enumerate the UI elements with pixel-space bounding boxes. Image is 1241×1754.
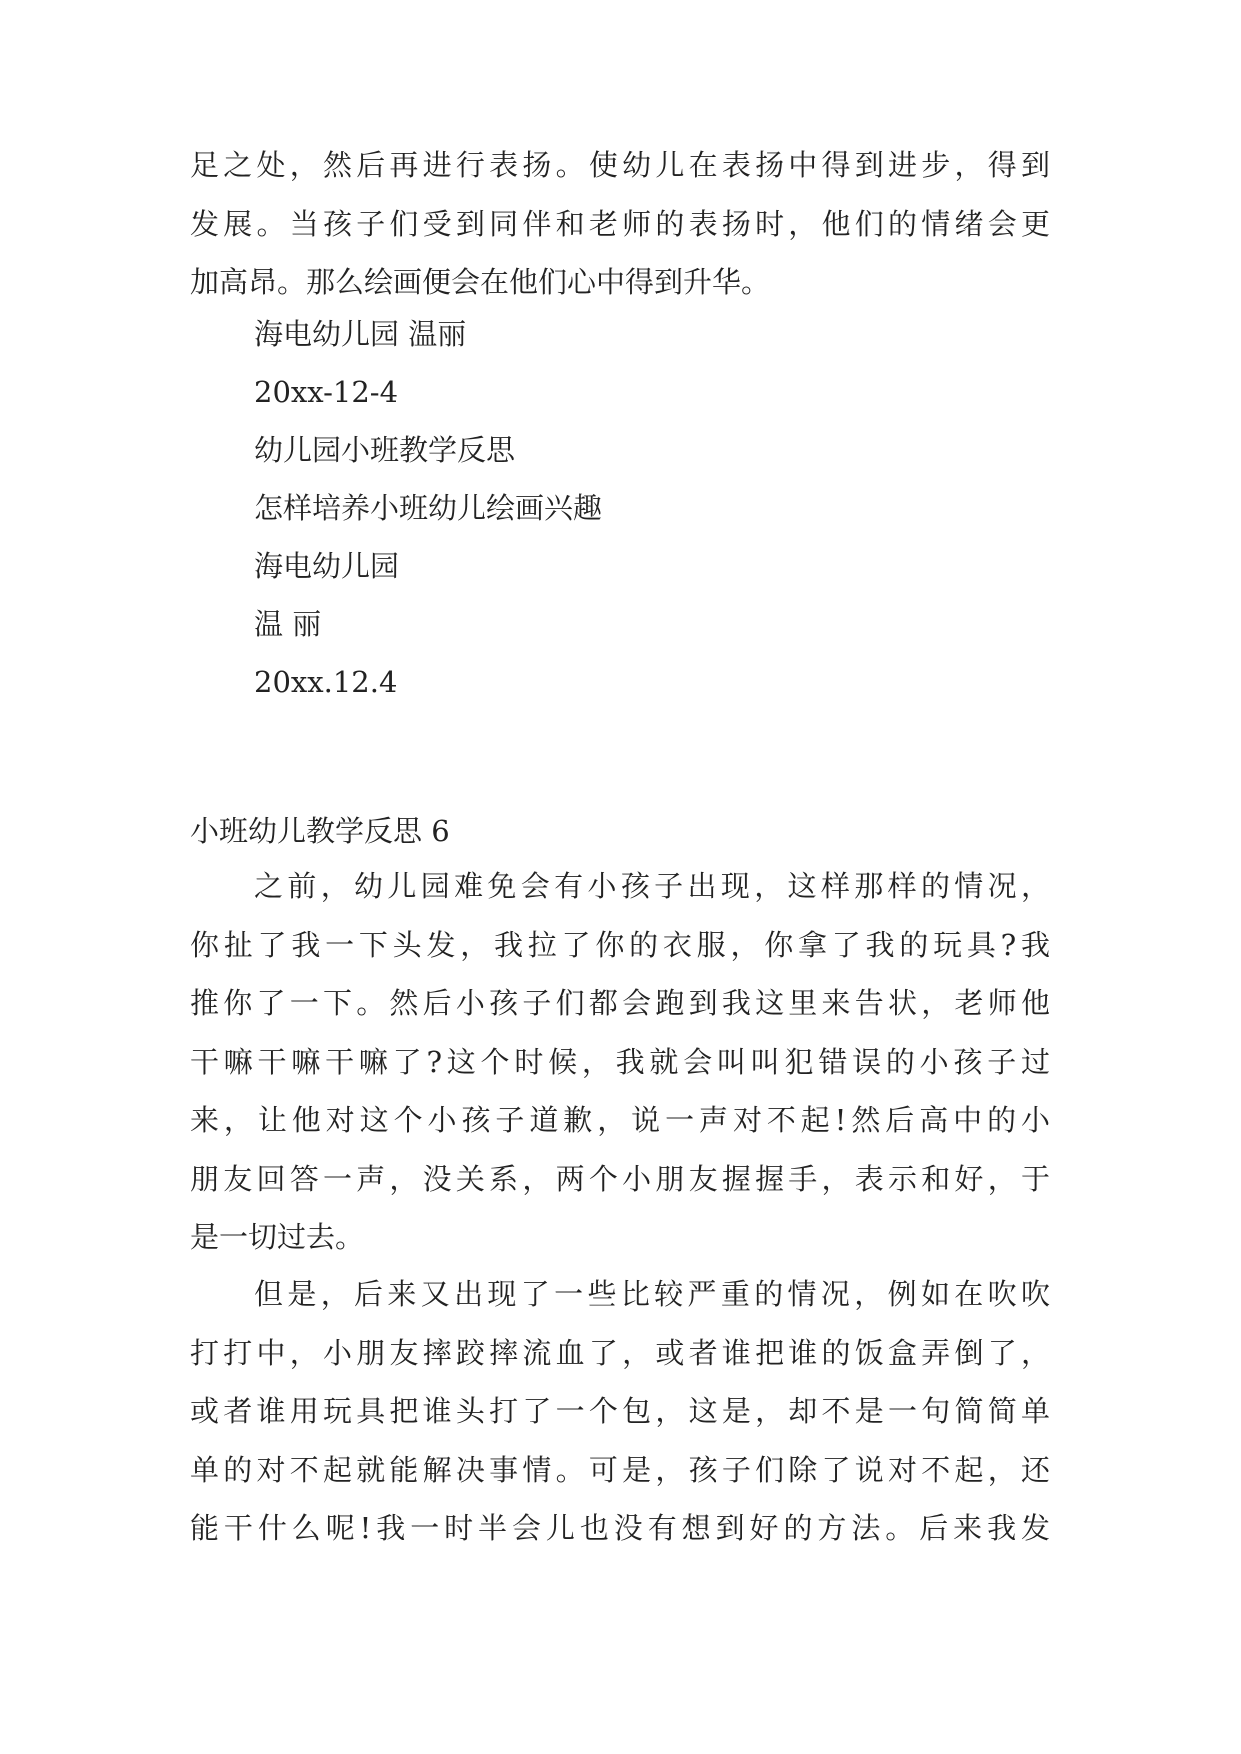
text-line: 或者谁用玩具把谁头打了一个包，这是，却不是一句简简单	[190, 1394, 1050, 1428]
signoff-block	[254, 305, 602, 711]
paragraph-2	[190, 1265, 1050, 1558]
paragraph-continuation	[190, 136, 1050, 312]
date: 20xx.12.4	[254, 665, 398, 699]
date-line: 20xx-12-4	[254, 375, 399, 409]
text-line: 足之处，然后再进行表扬。使幼儿在表扬中得到进步，得到	[190, 148, 1050, 182]
paragraph-1	[190, 857, 1050, 1267]
text-line: 发展。当孩子们受到同伴和老师的表扬时，他们的情绪会更	[190, 206, 1050, 241]
doc-subtitle: 怎样培养小班幼儿绘画兴趣	[254, 491, 603, 525]
text-line: 你扯了我一下头发，我拉了你的衣服，你拿了我的玩具?我	[190, 927, 1050, 962]
text-line: 能干什么呢!我一时半会儿也没有想到好的方法。后来我发	[190, 1511, 1050, 1545]
text-line: 单的对不起就能解决事情。可是，孩子们除了说对不起，还	[190, 1452, 1050, 1487]
text-line: 来，让他对这个小孩子道歉，说一声对不起!然后高中的小	[190, 1103, 1050, 1137]
author-name: 温 丽	[254, 607, 322, 641]
text-line: 打打中，小朋友摔跤摔流血了，或者谁把谁的饭盒弄倒了，	[190, 1335, 1050, 1370]
doc-title: 幼儿园小班教学反思	[254, 433, 516, 467]
text-line: 推你了一下。然后小孩子们都会跑到我这里来告状，老师他	[190, 986, 1050, 1020]
text-line: 干嘛干嘛干嘛了?这个时候，我就会叫叫犯错误的小孩子过	[190, 1044, 1050, 1079]
text-line: 但是，后来又出现了一些比较严重的情况，例如在吹吹	[254, 1277, 1050, 1311]
author-line: 海电幼儿园 温丽	[254, 317, 467, 351]
text-line: 是一切过去。	[190, 1220, 365, 1254]
school-name: 海电幼儿园	[254, 549, 400, 583]
text-line: 之前，幼儿园难免会有小孩子出现，这样那样的情况，	[254, 869, 1050, 903]
section-heading: 小班幼儿教学反思 6	[190, 814, 450, 848]
text-line: 加高昂。那么绘画便会在他们心中得到升华。	[190, 265, 771, 299]
text-line: 朋友回答一声，没关系，两个小朋友握握手，表示和好，于	[190, 1161, 1050, 1196]
